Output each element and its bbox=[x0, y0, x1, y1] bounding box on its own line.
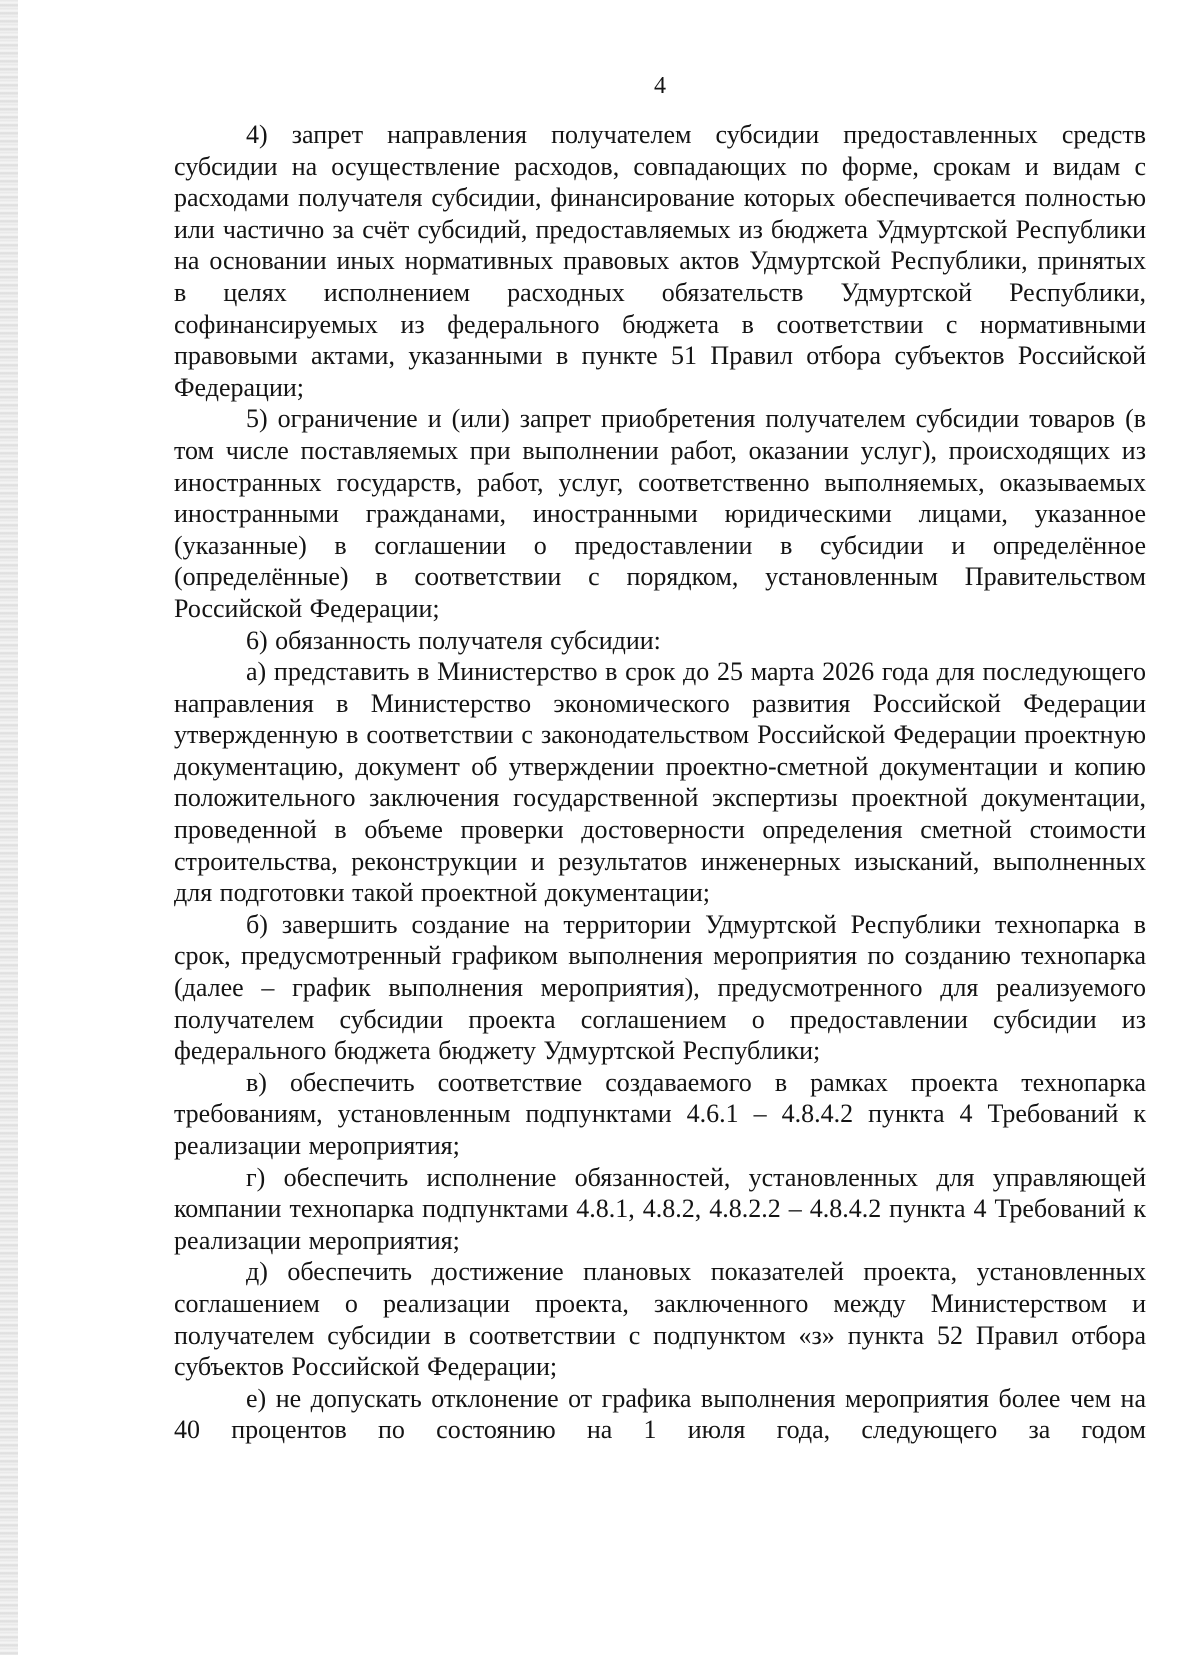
paragraph-subitem-g: г) обеспечить исполнение обязанностей, установленных для управляющей компании технопарка подпунктами 4.8.1, 4.8.2, 4.8.2.2 – 4.8.4.2 пункта 4 Требований к реализации мероприятия; bbox=[174, 1162, 1146, 1255]
document-body bbox=[174, 119, 1146, 1446]
paragraph-subitem-v: в) обеспечить соответствие создаваемого в рамках проекта технопарка требованиям, установленным подпунктами 4.6.1 – 4.8.4.2 пункта 4 Требований к реализации мероприятия; bbox=[174, 1067, 1146, 1160]
scan-edge bbox=[0, 0, 18, 1655]
paragraph-subitem-e: е) не допускать отклонение от графика выполнения мероприятия более чем на 40 процентов по состоянию на 1 июля года, следующего за годом bbox=[174, 1383, 1146, 1445]
page-number: 4 bbox=[654, 73, 666, 99]
paragraph-subitem-d: д) обеспечить достижение плановых показателей проекта, установленных соглашением о реализации проекта, заключенного между Министерством и получателем субсидии в соответствии с подпунктом «з» пункта 52 Правил отбора субъектов Российской Федерации; bbox=[174, 1257, 1146, 1382]
paragraph-item-5: 5) ограничение и (или) запрет приобретения получателем субсидии товаров (в том числе поставляемых при выполнении работ, оказании услуг), происходящих из иностранных государств, работ, услуг, соответственно выполняемых, оказываемых иностранными гражданами, иностранными юридическими лицами, указанное (указанные) в соглашении о предоставлении в субсидии и определённое (определённые) в соответствии с порядком, установленным Правительством Российской Федерации; bbox=[174, 404, 1146, 623]
paragraph-item-4: 4) запрет направления получателем субсидии предоставленных средств субсидии на осуществление расходов, совпадающих по форме, срокам и видам с расходами получателя субсидии, финансирование которых обеспечивается полностью или частично за счёт субсидий, предоставляемых из бюджета Удмуртской Республики на основании иных нормативных правовых актов Удмуртской Республики, принятых в целях исполнением расходных обязательств Удмуртской Республики, софинансируемых из федерального бюджета в соответствии с нормативными правовыми актами, указанными в пункте 51 Правил отбора субъектов Российской Федерации; bbox=[174, 120, 1146, 402]
paragraph-item-6: 6) обязанность получателя субсидии: bbox=[246, 625, 661, 655]
paragraph-subitem-a: а) представить в Министерство в срок до 25 марта 2026 года для последующего направления в Министерство экономического развития Российской Федерации утвержденную в соответствии с законодательством Российской Федерации проектную документацию, документ об утверждении проектно-сметной документации и копию положительного заключения государственной экспертизы проектной документации, проведенной в объеме проверки достоверности определения сметной стоимости строительства, реконструкции и результатов инженерных изысканий, выполненных для подготовки такой проектной документации; bbox=[174, 657, 1146, 908]
paragraph-subitem-b: б) завершить создание на территории Удмуртской Республики технопарка в срок, предусмотренный графиком выполнения мероприятия по созданию технопарка (далее – график выполнения мероприятия), предусмотренного для реализуемого получателем субсидии проекта соглашением о предоставлении субсидии из федерального бюджета бюджету Удмуртской Республики; bbox=[174, 909, 1146, 1066]
